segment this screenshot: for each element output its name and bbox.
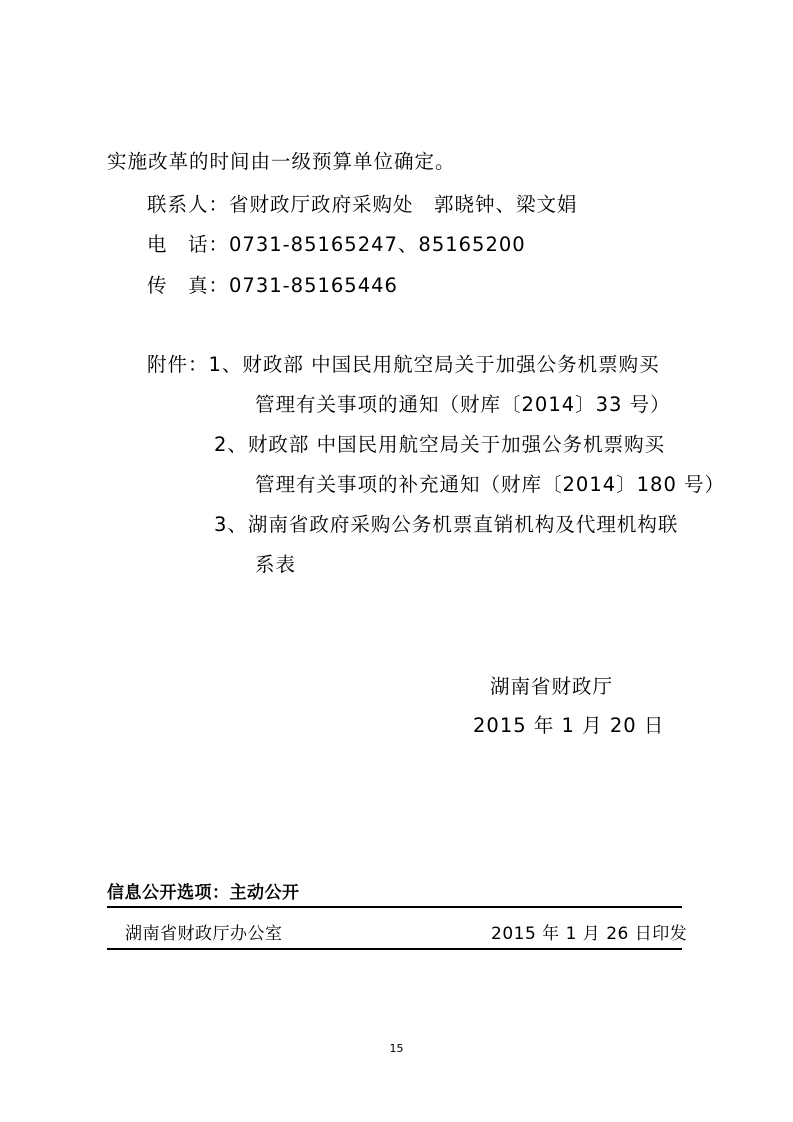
attachment-2-line-2: 管理有关事项的补充通知（财库〔2014〕180 号） [255,473,726,496]
attachment-1-line-2: 管理有关事项的通知（财库〔2014〕33 号） [255,393,671,416]
contact-person: 联系人：省财政厅政府采购处 郭晓钟、梁文娟 [147,193,578,216]
footer-top-rule [107,906,682,908]
signature-org: 湖南省财政厅 [490,675,614,698]
body-line-reform-time: 实施改革的时间由一级预算单位确定。 [107,150,456,173]
contact-fax: 传 真：0731-85165446 [147,274,398,297]
footer-bottom-rule [107,948,682,950]
attachment-2-line-1: 2、财政部 中国民用航空局关于加强公务机票购买 [214,433,666,456]
attachment-3-line-1: 3、湖南省政府采购公务机票直销机构及代理机构联 [214,513,679,536]
signature-date: 2015 年 1 月 20 日 [473,714,665,737]
disclosure-option: 信息公开选项：主动公开 [107,883,300,903]
issue-date: 2015 年 1 月 26 日印发 [491,924,688,944]
attachment-1-line-1: 附件：1、财政部 中国民用航空局关于加强公务机票购买 [147,353,660,376]
attachment-3-line-2: 系表 [255,553,297,576]
contact-phone: 电 话：0731-85165247、85165200 [147,233,526,256]
issuer-office: 湖南省财政厅办公室 [125,924,283,944]
page-number: 15 [389,1042,404,1055]
